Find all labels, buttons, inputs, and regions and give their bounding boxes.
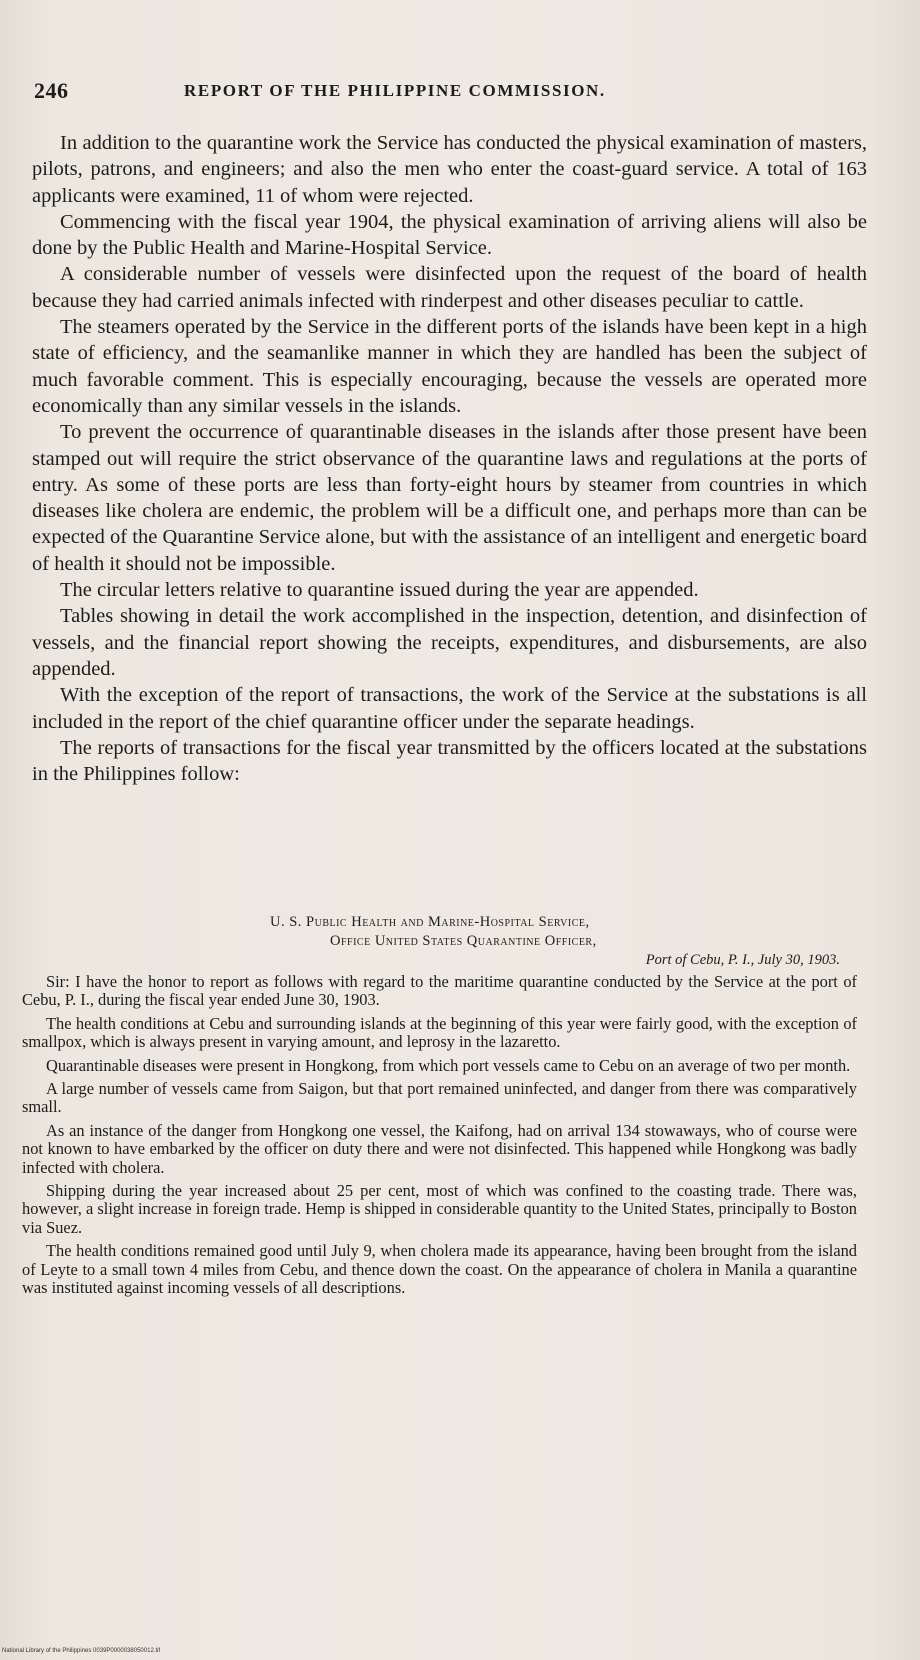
paragraph: The reports of transactions for the fiscal year transmitted by the officers located at the substations in the Philippines follow: [32, 736, 867, 786]
letter-paragraph: The health conditions remained good until July 9, when cholera made its appearance, having been brought from the island of Leyte to a small town 4 miles from Cebu, and thence down the coast. On the appearance of cholera in Manila a quarantine was instituted against incoming vessels of all descriptions. [22, 1241, 857, 1298]
letter-paragraph: A large number of vessels came from Saigon, but that port remained uninfected, and danger from there was comparatively small. [22, 1079, 857, 1117]
letter-paragraph: Quarantinable diseases were present in Hongkong, from which port vessels came to Cebu on an average of two per month. [46, 1055, 851, 1075]
letterhead-office: Office United States Quarantine Officer, [330, 933, 597, 949]
letterhead-place-date: Port of Cebu, P. I., July 30, 1903. [645, 952, 840, 968]
scan-footer: National Library of the Philippines 0039P0000038050012.tif [2, 1648, 161, 1654]
paragraph: With the exception of the report of transactions, the work of the Service at the substations is all included in the report of the chief quarantine officer under the separate headings. [32, 684, 867, 733]
running-head: REPORT OF THE PHILIPPINE COMMISSION. [184, 81, 606, 100]
letter-paragraph: As an instance of the danger from Hongkong one vessel, the Kaifong, had on arrival 134 stowaways, who of course were not known to have embarked by the officer on duty there and were not disinfected. This happened while Hongkong was badly infected with cholera. [22, 1120, 857, 1177]
letter-body [22, 973, 857, 1298]
letterhead-service: U. S. Public Health and Marine-Hospital Service, [270, 914, 590, 930]
letter-paragraph: Shipping during the year increased about 25 per cent, most of which was confined to the coasting trade. There was, however, a slight increase in foreign trade. Hemp is shipped in considerable quantity to the United States, principally to Boston via Suez. [22, 1181, 857, 1237]
page-header [34, 78, 864, 108]
paragraph: Tables showing in detail the work accomplished in the inspection, detention, and disinfection of vessels, and the financial report showing the receipts, expenditures, and disbursements, are also appended. [32, 605, 867, 680]
paragraph: The steamers operated by the Service in the different ports of the islands have been kept in a high state of efficiency, and the seamanlike manner in which they are handled has been the subject of much favorable comment. This is especially encouraging, because the vessels are operated more economically than any similar vessels in the islands. [32, 316, 867, 417]
letter-heading [270, 913, 840, 970]
paragraph: The circular letters relative to quarantine issued during the year are appended. [60, 579, 699, 602]
paragraph: In addition to the quarantine work the Service has conducted the physical examination of masters, pilots, patrons, and engineers; and also the men who enter the coast-guard service. A total of 163 applicants were examined, 11 of whom were rejected. [32, 132, 867, 207]
report-body [32, 130, 867, 787]
paragraph: To prevent the occurrence of quarantinable diseases in the islands after those present have been stamped out will require the strict observance of the quarantine laws and regulations at the ports of entry. As some of these ports are less than forty-eight hours by steamer from countries in which diseases like cholera are endemic, the problem will be a difficult one, and perhaps more than can be expected of the Quarantine Service alone, but with the assistance of an intelligent and energetic board of health it should not be impossible. [32, 421, 867, 575]
paragraph: A considerable number of vessels were disinfected upon the request of the board of health because they had carried animals infected with rinderpest and other diseases peculiar to cattle. [32, 263, 867, 312]
page-number: 246 [34, 78, 69, 103]
letter-paragraph: Sir: I have the honor to report as follows with regard to the maritime quarantine conducted by the Service at the port of Cebu, P. I., during the fiscal year ended June 30, 1903. [22, 972, 857, 1010]
letter-paragraph: The health conditions at Cebu and surrounding islands at the beginning of this year were fairly good, with the exception of smallpox, which is always present in varying amount, and leprosy in the lazaretto. [22, 1013, 857, 1052]
paragraph: Commencing with the fiscal year 1904, the physical examination of arriving aliens will also be done by the Public Health and Marine-Hospital Service. [32, 210, 867, 260]
